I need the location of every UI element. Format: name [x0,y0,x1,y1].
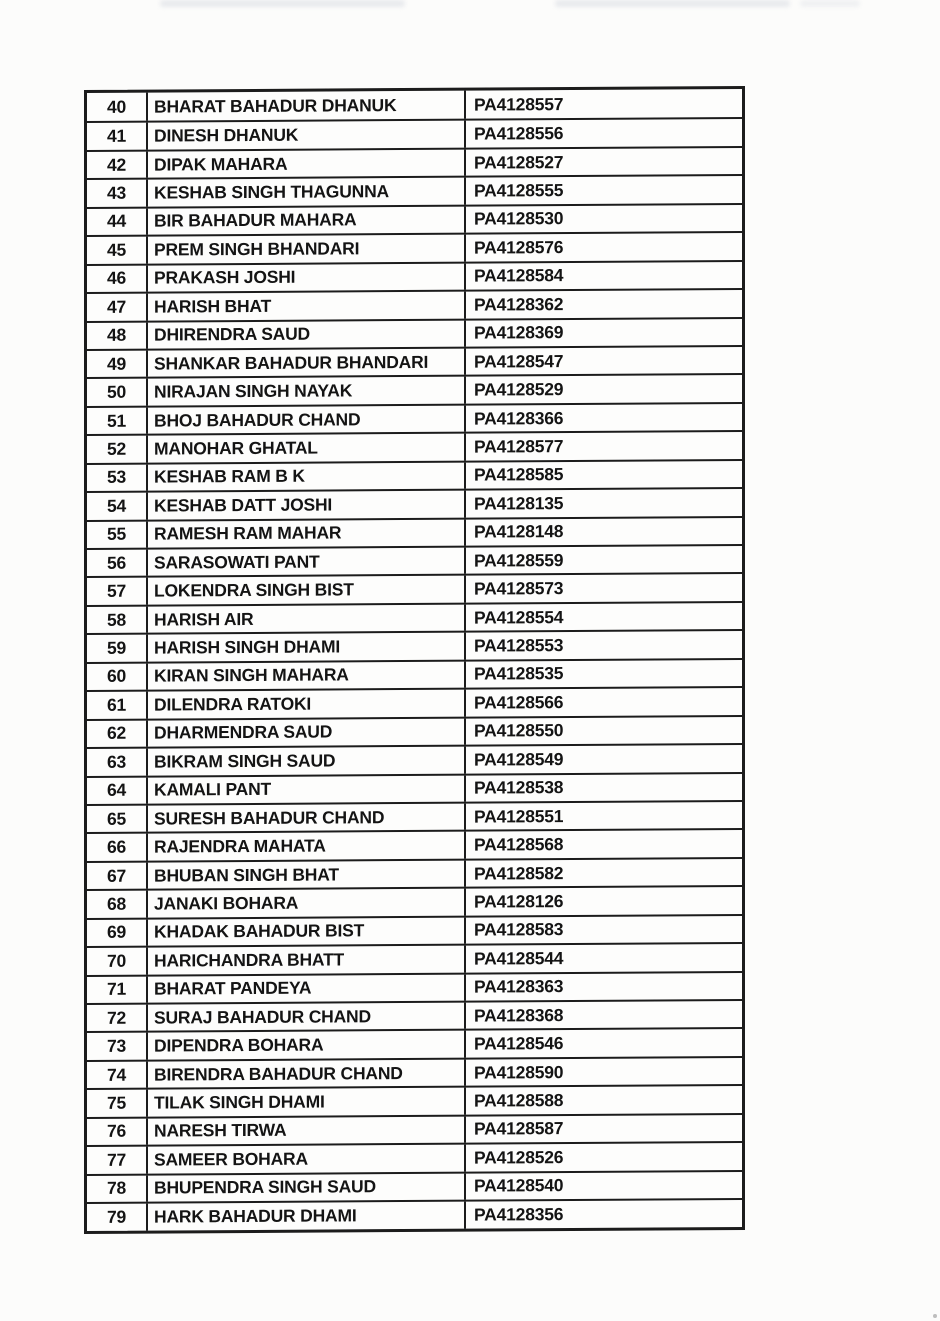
person-name: DILENDRA RATOKI [146,690,464,718]
table-row [87,885,742,917]
person-name: KHADAK BAHADUR BIST [146,917,464,945]
table-row [87,743,742,775]
passport-number: PA4128549 [464,745,742,773]
table-row [87,629,742,661]
row-number: 40 [106,96,127,117]
table-wrapper [84,86,745,1234]
person-name: HARISH SINGH DHAMI [146,633,464,661]
table-row [87,572,742,604]
table-row [87,487,742,519]
person-name: KESHAB RAM B K [146,462,464,490]
person-name: BIKRAM SINGH SAUD [146,747,464,775]
passport-number: PA4128362 [464,290,742,318]
row-number: 47 [106,296,127,317]
row-number: 76 [106,1121,127,1142]
row-number: 55 [106,524,127,545]
table-row [87,430,742,462]
passport-number: PA4128366 [464,404,742,432]
passport-table [84,86,745,1234]
passport-number: PA4128551 [464,802,742,830]
table-row [87,942,742,974]
passport-number: PA4128529 [464,375,742,403]
person-name: MANOHAR GHATAL [146,434,464,462]
passport-number: PA4128369 [464,318,742,346]
row-number: 66 [106,836,127,857]
table-row [87,146,742,178]
row-number: 48 [106,324,127,346]
table-row [87,715,742,747]
passport-number: PA4128588 [464,1086,742,1114]
row-number: 50 [106,381,127,402]
person-name: HARK BAHADUR DHAMI [146,1202,464,1230]
person-name: LOKENDRA SINGH BIST [146,576,464,604]
row-number: 72 [106,1007,127,1028]
row-number: 67 [106,865,127,886]
person-name: KAMALI PANT [146,775,464,803]
passport-number: PA4128573 [464,574,742,602]
table-row [87,1170,742,1202]
person-name: BIR BAHADUR MAHARA [146,206,464,234]
row-number: 42 [106,154,127,175]
person-name: DINESH DHANUK [146,121,464,149]
row-number: 64 [106,779,127,801]
person-name: HARICHANDRA BHATT [146,946,464,974]
row-number: 68 [106,893,127,914]
table-row [87,231,742,263]
passport-number: PA4128577 [464,432,742,460]
row-number: 44 [106,211,127,232]
row-number: 79 [106,1206,127,1227]
scan-smudge [160,0,405,7]
person-name: RAMESH RAM MAHAR [146,519,464,547]
row-number: 70 [106,950,127,971]
passport-number: PA4128568 [464,830,742,858]
scan-smudge [800,0,860,7]
row-number: 43 [106,182,127,203]
row-number: 62 [106,723,127,744]
person-name: KESHAB DATT JOSHI [146,491,464,519]
person-name: DIPENDRA BOHARA [146,1031,464,1059]
person-name: HARISH BHAT [146,292,464,320]
table-row [87,1056,742,1088]
row-number: 53 [106,467,127,488]
table-row [87,914,742,946]
table-row [87,1113,742,1145]
passport-number: PA4128363 [464,973,742,1001]
table-row [87,373,742,405]
passport-number: PA4128550 [464,717,742,745]
row-number: 45 [106,239,127,260]
passport-number: PA4128553 [464,631,742,659]
passport-number: PA4128556 [464,119,742,147]
passport-number: PA4128530 [464,205,742,233]
passport-number: PA4128527 [464,148,742,176]
scan-speck [933,1314,937,1318]
table-row [87,516,742,548]
passport-number: PA4128546 [464,1029,742,1057]
table-row [87,402,742,434]
row-number: 63 [106,751,127,772]
person-name: SURAJ BAHADUR CHAND [146,1003,464,1031]
table-row [87,1141,742,1173]
table-row [87,174,742,206]
passport-number: PA4128535 [464,660,742,688]
row-number: 74 [106,1064,127,1085]
row-number: 52 [106,438,127,459]
table-row [87,800,742,832]
row-number: 59 [106,637,127,658]
row-number: 58 [106,609,127,630]
person-name: BHUBAN SINGH BHAT [146,860,464,888]
passport-number: PA4128554 [464,603,742,631]
passport-number: PA4128368 [464,1001,742,1029]
person-name: HARISH AIR [146,605,464,633]
row-number: 49 [106,353,127,374]
row-number: 57 [106,580,127,602]
table-row [87,601,742,633]
table-row [87,1084,742,1116]
table-row [87,771,742,803]
passport-number: PA4128526 [464,1143,742,1171]
person-name: DHARMENDRA SAUD [146,718,464,746]
row-number: 51 [106,410,127,431]
passport-number: PA4128555 [464,176,742,204]
passport-number: PA4128583 [464,916,742,944]
row-number: 41 [106,125,127,147]
passport-number: PA4128356 [464,1200,742,1228]
row-number: 65 [106,808,127,829]
scan-smudge [555,0,790,7]
table-row [87,999,742,1031]
person-name: BIRENDRA BAHADUR CHAND [146,1060,464,1088]
table-row [87,260,742,292]
table-row [87,658,742,690]
table-row [87,1027,742,1059]
table-row [87,316,742,348]
passport-number: PA4128126 [464,887,742,915]
passport-number: PA4128135 [464,489,742,517]
passport-number: PA4128566 [464,688,742,716]
row-number: 46 [106,268,127,289]
table-row [87,1198,742,1230]
row-number: 54 [106,495,127,516]
table-row [87,117,742,149]
person-name: SARASOWATI PANT [146,548,464,576]
person-name: NIRAJAN SINGH NAYAK [146,377,464,405]
table-row [87,828,742,860]
person-name: BHARAT BAHADUR DHANUK [146,91,464,121]
passport-number: PA4128538 [464,773,742,801]
row-number: 71 [106,979,127,1000]
person-name: DHIRENDRA SAUD [146,320,464,348]
table-row [87,544,742,576]
person-name: PREM SINGH BHANDARI [146,235,464,263]
row-number: 61 [106,694,127,715]
person-name: KIRAN SINGH MAHARA [146,661,464,689]
row-number: 78 [106,1178,127,1199]
person-name: NARESH TIRWA [146,1116,464,1144]
passport-number: PA4128585 [464,461,742,489]
passport-number: PA4128148 [464,518,742,546]
person-name: KESHAB SINGH THAGUNNA [146,178,464,206]
table-row [87,89,742,121]
passport-number: PA4128582 [464,859,742,887]
person-name: BHUPENDRA SINGH SAUD [146,1173,464,1201]
row-number: 75 [106,1092,127,1113]
person-name: DIPAK MAHARA [146,150,464,178]
person-name: JANAKI BOHARA [146,889,464,917]
person-name: RAJENDRA MAHATA [146,832,464,860]
passport-number: PA4128576 [464,233,742,261]
person-name: BHARAT PANDEYA [146,974,464,1002]
table-row [87,459,742,491]
row-number: 56 [106,552,127,573]
passport-number: PA4128587 [464,1115,742,1143]
row-number: 77 [106,1149,127,1170]
table-row [87,857,742,889]
passport-number: PA4128540 [464,1172,742,1200]
person-name: BHOJ BAHADUR CHAND [146,405,464,433]
passport-number: PA4128557 [464,89,742,119]
table-row [87,345,742,377]
person-name: PRAKASH JOSHI [146,263,464,291]
row-number: 69 [106,922,127,943]
row-number: 60 [106,666,127,687]
passport-number: PA4128559 [464,546,742,574]
passport-number: PA4128590 [464,1058,742,1086]
table-row [87,203,742,235]
person-name: SAMEER BOHARA [146,1145,464,1173]
table-row [87,971,742,1003]
person-name: SURESH BAHADUR CHAND [146,804,464,832]
passport-number: PA4128547 [464,347,742,375]
row-number: 73 [106,1035,127,1057]
person-name: SHANKAR BAHADUR BHANDARI [146,349,464,377]
table-row [87,288,742,320]
passport-number: PA4128584 [464,262,742,290]
passport-number: PA4128544 [464,944,742,972]
person-name: TILAK SINGH DHAMI [146,1088,464,1116]
table-row [87,686,742,718]
